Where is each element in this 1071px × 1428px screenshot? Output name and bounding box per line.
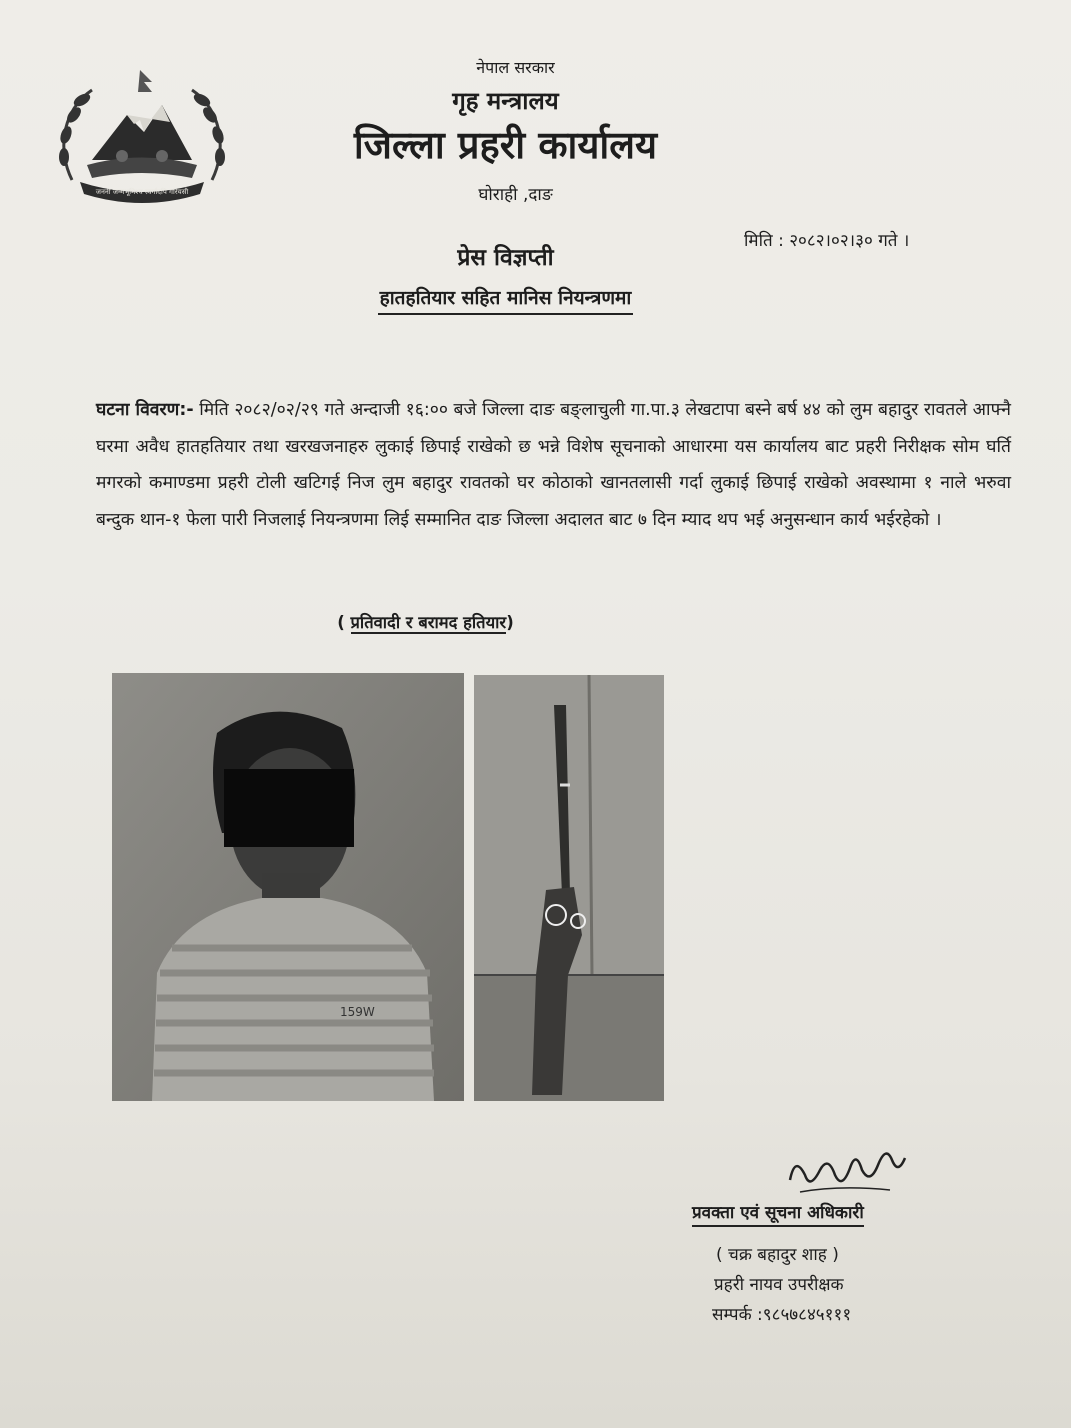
subject-line [0, 284, 1071, 315]
signatory-rank: प्रहरी नायव उपरीक्षक [714, 1275, 844, 1295]
handwritten-signature [780, 1130, 920, 1210]
signatory-title: प्रवक्ता एवं सूचना अधिकारी [692, 1200, 864, 1227]
document-date: मिति : २०८२।०२।३० गते । [744, 231, 910, 251]
ministry-name: गृह मन्त्रालय [452, 87, 559, 115]
incident-text: मिति २०८२/०२/२९ गते अन्दाजी १६:०० बजे जिल्ला दाङ बङ्लाचुली गा.पा.३ लेखटापा बस्ने बर्ष ४४ को लुम बहादुर रावतले आफ्नै घरमा अवैध हातहतियार तथा खरखजनाहरु लुकाई छिपाई राखेको छ भन्ने विशेष सूचनाको आधारमा यस कार्यालय बाट प्रहरी निरीक्षक सोम घर्ति मगरको कमाण्डमा प्रहरी टोली खटिगई निज लुम बहादुर रावतको घर कोठाको खानतलासी गर्दा लुकाई छिपाई राखेको अवस्थामा १ नाले भरुवा बन्दुक थान-१ फेला पारी निजलाई नियन्त्रणमा लिई सम्मानित दाङ जिल्ला अदालत बाट ७ दिन म्याद थप भई अनुसन्धान कार्य भईरहेको । [96, 400, 1011, 530]
weapon-photo [474, 675, 664, 1101]
caption-text: प्रतिवादी र बरामद हतियार [350, 613, 507, 632]
government-name: नेपाल सरकार [476, 58, 555, 77]
incident-label: घटना विवरण:- [96, 400, 194, 420]
face-censor-bar [224, 769, 354, 847]
svg-text:जननी जन्मभूमिश्च स्वर्गादपि गर: जननी जन्मभूमिश्च स्वर्गादपि गरियसी [95, 188, 189, 196]
caption-open-paren: ( [337, 613, 351, 632]
office-location: घोराही ,दाङ [478, 185, 553, 205]
incident-description [96, 392, 1011, 538]
photo-caption [0, 610, 1071, 633]
subject-text: हातहतियार सहित मानिस नियन्त्रणमा [378, 284, 634, 315]
signatory-contact: सम्पर्क :९८५७८४५१११ [712, 1305, 852, 1325]
accused-photo [112, 673, 464, 1101]
document-type: प्रेस विज्ञप्ती [457, 245, 554, 271]
shirt-text: 159W [340, 1005, 375, 1019]
office-name: जिल्ला प्रहरी कार्यालय [353, 123, 658, 167]
signatory-name: ( चक्र बहादुर शाह ) [716, 1245, 839, 1265]
caption-close-paren: ) [506, 613, 514, 632]
